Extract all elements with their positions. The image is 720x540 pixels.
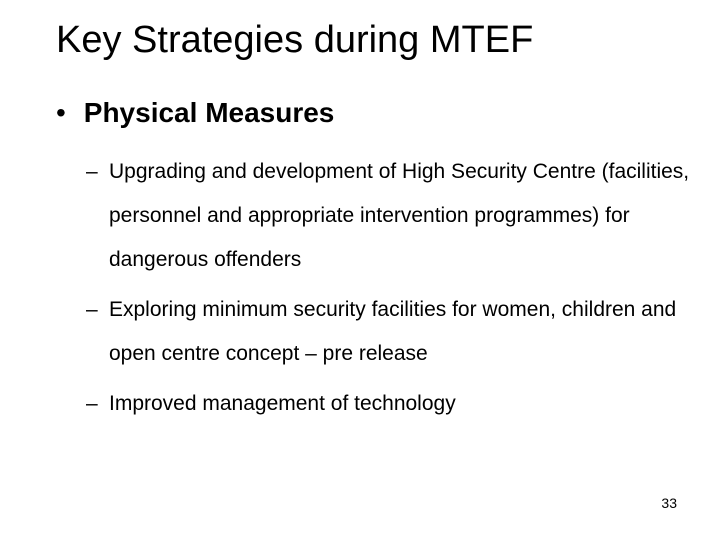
- sub-bullet-text: Exploring minimum security facilities for women, children and open centre concept – pre release: [109, 298, 677, 365]
- sub-bullet-text: Upgrading and development of High Security Centre (facilities, personnel and appropriate intervention programmes) for dangerous offenders: [109, 160, 690, 271]
- dash-marker: –: [86, 392, 98, 415]
- dash-marker: –: [86, 160, 98, 183]
- bullet-physical-measures: [56, 94, 334, 132]
- page-number: 33: [661, 495, 677, 511]
- bullet-marker: •: [56, 97, 66, 128]
- dash-marker: –: [86, 298, 98, 321]
- sub-bullet-high-security: [86, 150, 696, 282]
- sub-bullet-technology: [86, 382, 696, 426]
- sub-bullet-minimum-security: [86, 288, 696, 376]
- sub-bullet-text: Improved management of technology: [109, 392, 456, 415]
- slide-title: Key Strategies during MTEF: [56, 19, 534, 61]
- bullet-text: Physical Measures: [83, 97, 335, 128]
- sub-bullet-list: [86, 150, 696, 432]
